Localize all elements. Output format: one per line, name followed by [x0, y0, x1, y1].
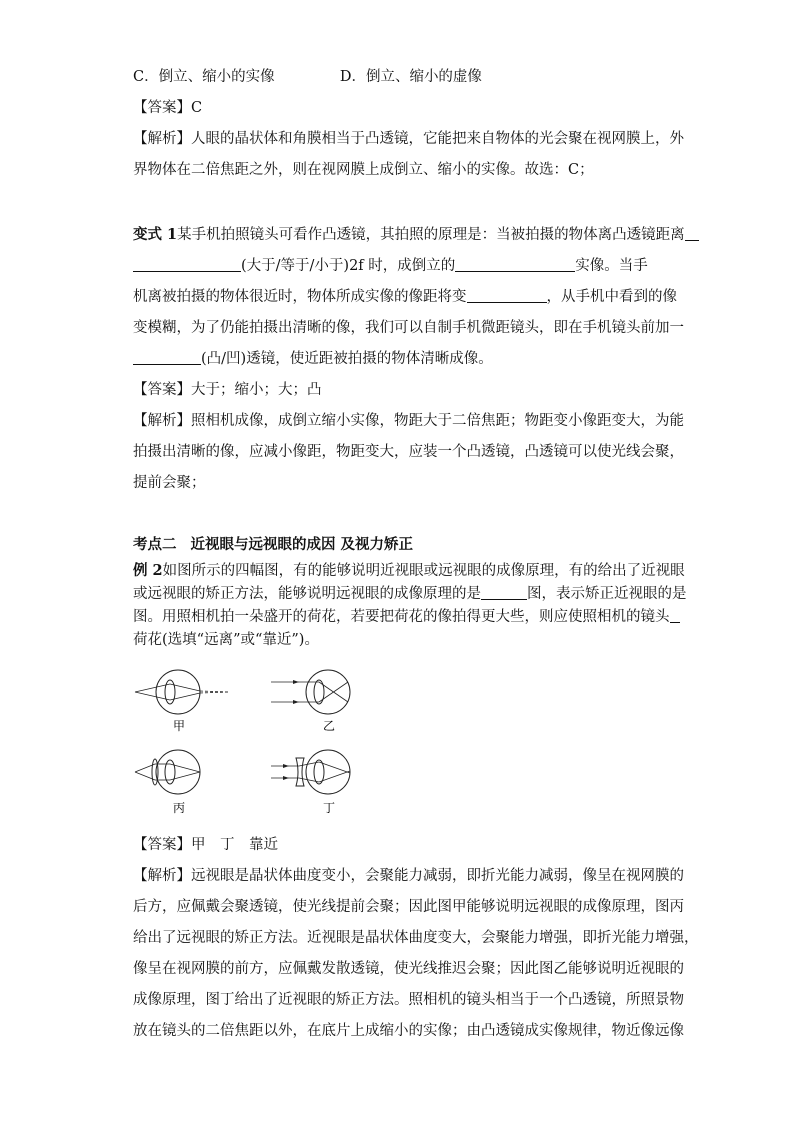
caption-ding: 丁: [323, 801, 336, 815]
option-d: D．倒立、缩小的虚像: [339, 69, 482, 85]
variant-text-2a: (大于/等于/小于)2f 时，成倒立的: [241, 258, 456, 274]
variant-text-3b: ，从手机中看到的像: [546, 289, 677, 305]
option-line: [133, 67, 482, 87]
caption-bing: 丙: [173, 801, 186, 815]
analysis-3-line-6: 放在镜头的二倍焦距以外，在底片上成缩小的实像；由凸透镜成实像规律，物近像远像: [133, 1023, 684, 1039]
analysis-3-line-3: 给出了远视眼的矫正方法。近视眼是晶状体曲度变大，会聚能力增强，即折光能力增强，: [133, 930, 699, 946]
example-text-2b: 图，表示矫正近视眼的是: [527, 586, 687, 602]
example-line-2: [133, 584, 687, 604]
example-line-3: [133, 607, 680, 627]
example-label: 例 2: [133, 562, 163, 579]
example-text-3: 图。用照相机拍一朵盛开的荷花，若要把荷花的像拍得更大些，则应使照相机的镜头: [133, 609, 670, 625]
variant-line-2: [133, 256, 648, 276]
example-line-1: [133, 561, 685, 581]
variant-text-5: (凸/凹)透镜，使近距被拍摄的物体清晰成像。: [201, 351, 493, 367]
caption-yi: 乙: [323, 719, 336, 733]
analysis-2-line-3: 提前会聚；: [133, 475, 206, 491]
answer-3: 【答案】甲 丁 靠近: [133, 837, 278, 853]
variant-text-3a: 机离被拍摄的物体很近时，物体所成实像的像距将变: [133, 289, 467, 305]
variant-text-1: 某手机拍照镜头可看作凸透镜，其拍照的原理是：当被拍摄的物体离凸透镜距离: [177, 227, 685, 243]
example-line-4: 荷花(选填“远离”或“靠近”)。: [133, 632, 319, 648]
variant-line-4: 变模糊，为了仍能拍摄出清晰的像，我们可以自制手机微距镜头，即在手机镜头前加一: [133, 320, 684, 336]
answer-2: 【答案】大于；缩小；大；凸: [133, 382, 322, 398]
analysis-1-line-1: 【解析】人眼的晶状体和角膜相当于凸透镜，它能把来自物体的光会聚在视网膜上，外: [133, 131, 684, 147]
section-title: 近视眼与远视眼的成因 及视力矫正: [190, 536, 414, 553]
eye-diagram-bing: [135, 750, 200, 815]
blank-1a: [685, 226, 699, 241]
eye-diagram-figure: [133, 660, 363, 820]
eye-diagram-jia: [135, 670, 229, 733]
blank-4: [133, 350, 201, 365]
example-text-1: 如图所示的四幅图，有的能够说明近视眼或远视眼的成像原理，有的给出了近视眼: [162, 563, 685, 579]
caption-jia: 甲: [173, 719, 186, 733]
eye-diagram-ding: [271, 750, 350, 815]
variant-label: 变式 1: [133, 226, 178, 243]
variant-line-1: [133, 225, 699, 245]
eye-diagram-yi: [271, 670, 350, 733]
variant-line-3: [133, 287, 677, 307]
answer-1: 【答案】C: [133, 100, 203, 116]
analysis-3-line-2: 后方，应佩戴会聚透镜，使光线提前会聚；因此图甲能够说明远视眼的成像原理，图丙: [133, 899, 684, 915]
blank-3: [467, 288, 547, 303]
blank-6: [670, 608, 680, 623]
section-heading: [133, 535, 413, 555]
blank-2: [455, 257, 575, 272]
analysis-2-line-2: 拍摄出清晰的像，应减小像距，物距变大，应装一个凸透镜，凸透镜可以使光线会聚，: [133, 444, 684, 460]
blank-1b: [133, 257, 241, 272]
analysis-3-line-5: 成像原理，图丁给出了近视眼的矫正方法。照相机的镜头相当于一个凸透镜，所照景物: [133, 992, 684, 1008]
example-text-2a: 或远视眼的矫正方法，能够说明远视眼的成像原理的是: [133, 586, 481, 602]
analysis-3-line-4: 像呈在视网膜的前方，应佩戴发散透镜，使光线推迟会聚；因此图乙能够说明近视眼的: [133, 961, 684, 977]
analysis-1-line-2: 界物体在二倍焦距之外，则在视网膜上成倒立、缩小的实像。故选：C；: [133, 162, 594, 178]
blank-5: [481, 585, 527, 600]
option-c: C．倒立、缩小的实像: [133, 69, 275, 85]
variant-line-5: [133, 349, 493, 369]
variant-text-2b: 实像。当手: [575, 258, 648, 274]
section-label: 考点二: [133, 536, 177, 553]
analysis-2-line-1: 【解析】照相机成像，成倒立缩小实像，物距大于二倍焦距；物距变小像距变大，为能: [133, 413, 684, 429]
analysis-3-line-1: 【解析】远视眼是晶状体曲度变小，会聚能力减弱，即折光能力减弱，像呈在视网膜的: [133, 868, 684, 884]
